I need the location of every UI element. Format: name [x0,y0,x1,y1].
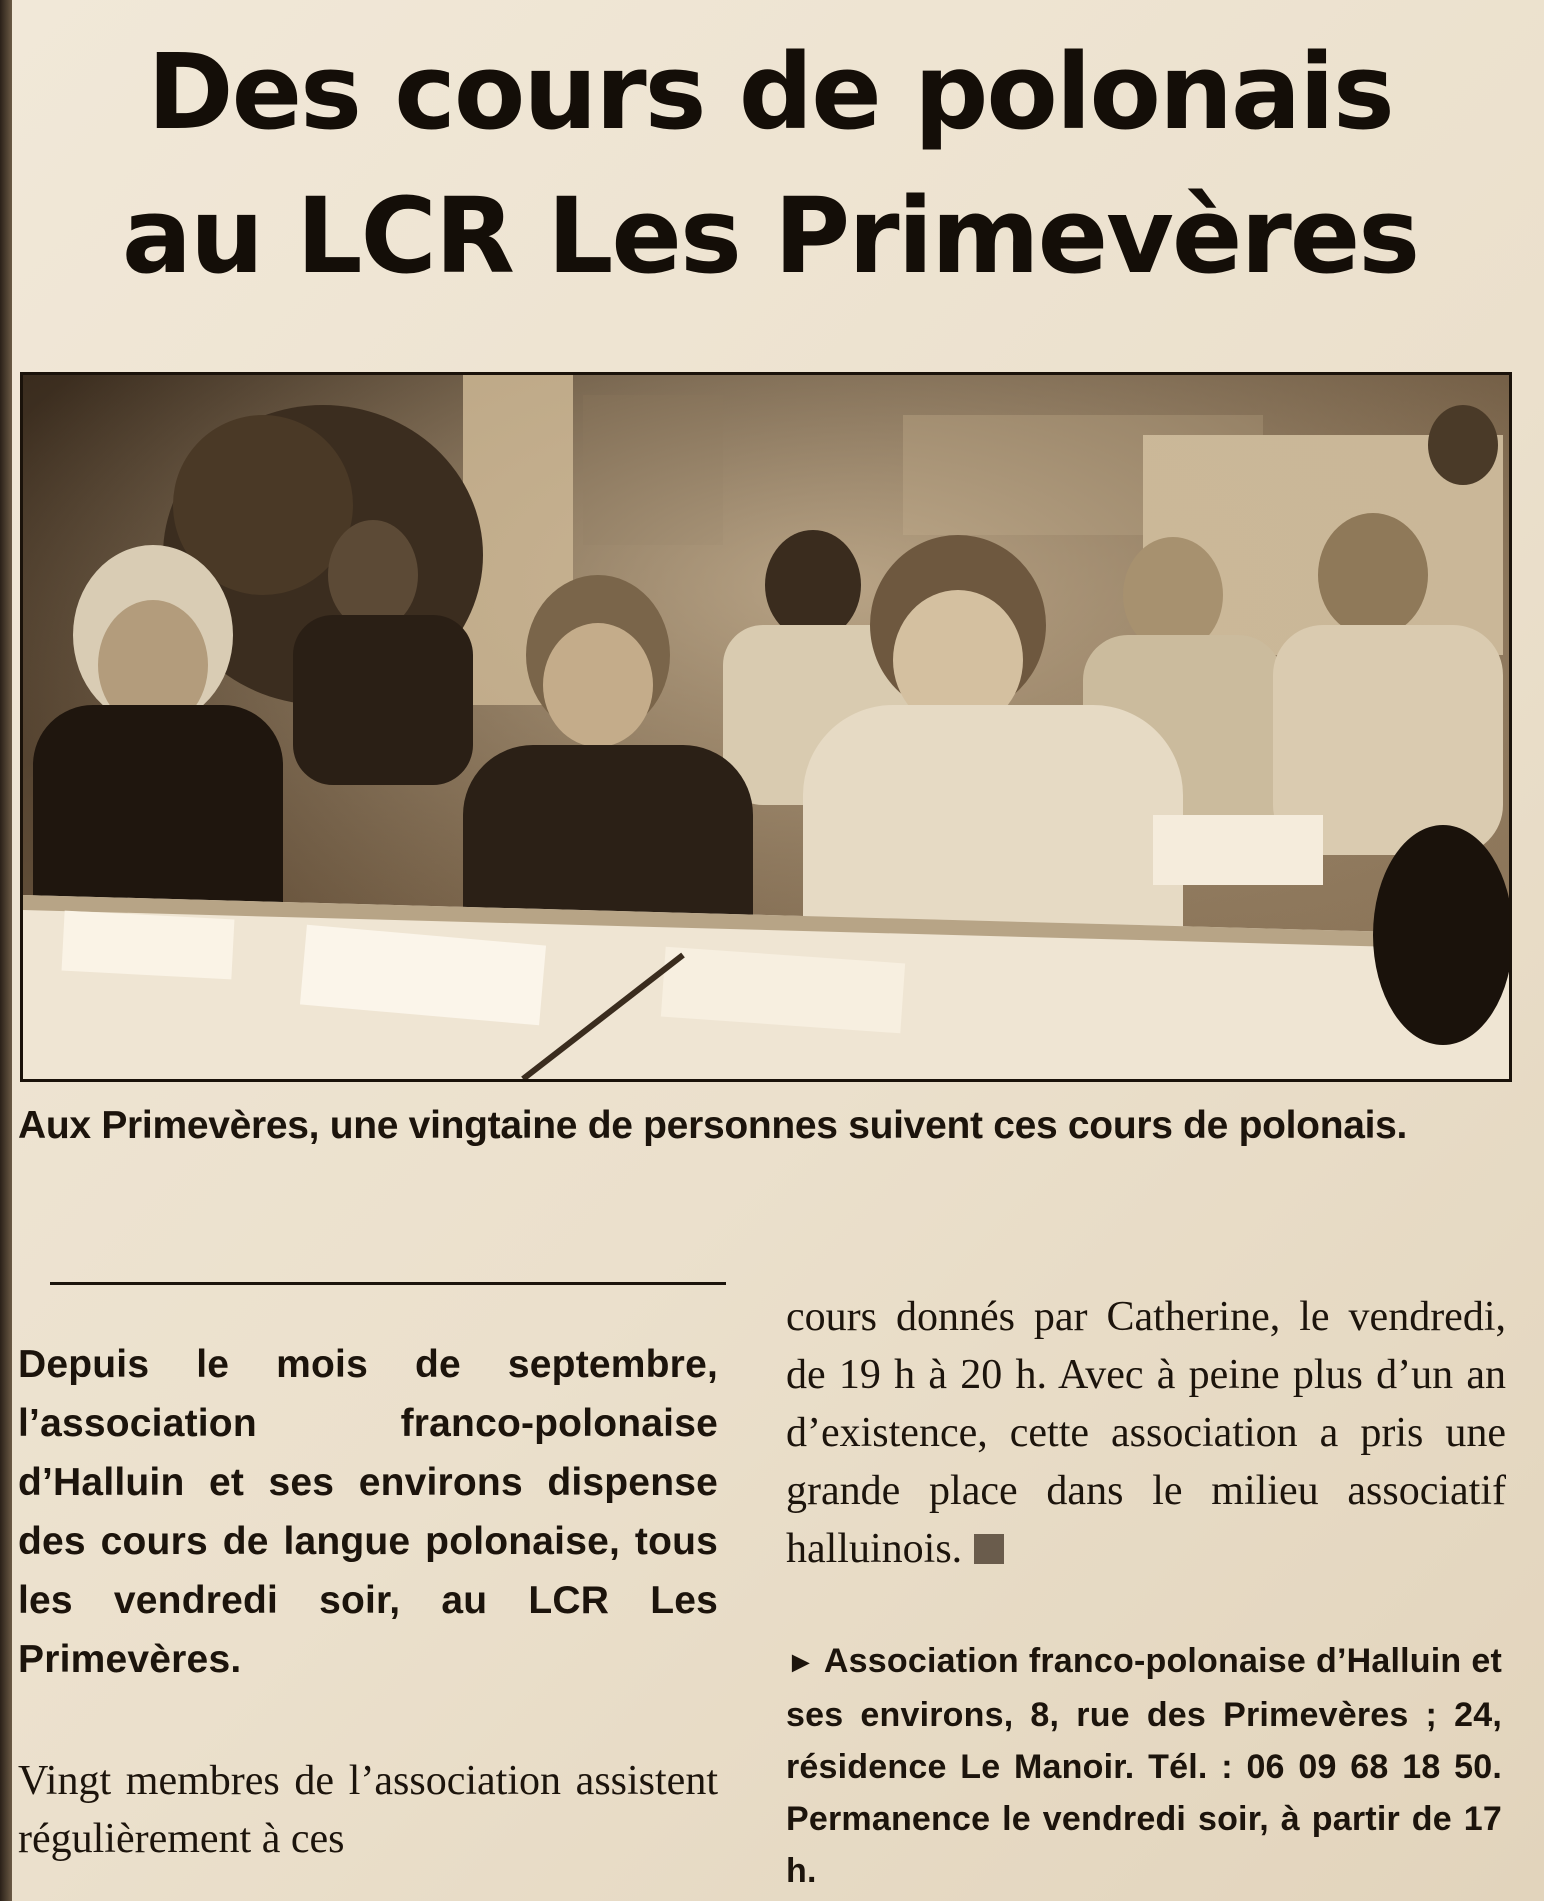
article-body-right [786,1288,1506,1578]
column-rule [50,1282,726,1285]
article-photo [20,372,1512,1082]
page-edge-shadow [0,0,12,1901]
association-info-text: Association franco-polonaise d’Halluin et ses environs, 8, rue des Primevères ; 24, résidence Le Manoir. Tél. : 06 09 68 18 50. Permanence le vendredi soir, à partir de 17 h. [786,1642,1502,1890]
photo-caption: Aux Primevères, une vingtaine de personnes suivent ces cours de polonais. [18,1104,1408,1147]
classroom-photo-illustration [23,375,1509,1079]
headline-line-1: Des cours de polonais [147,31,1393,153]
article-lead: Depuis le mois de septembre, l’association franco-polonaise d’Halluin et ses environs dispense des cours de langue polonaise, tous les vendredi soir, au LCR Les Primevères. [18,1343,718,1681]
square-end-mark-icon [974,1534,1004,1564]
headline-line-2: au LCR Les Primevères [121,175,1419,297]
article-body-left: Vingt membres de l’association assistent régulièrement à ces [18,1758,718,1862]
triangle-right-icon: ► [786,1646,816,1679]
association-info [786,1635,1502,1897]
article-body-right-text: cours donnés par Catherine, le vendredi, de 19 h à 20 h. Avec à peine plus d’un an d’existence, cette association a pris une grande place dans le milieu associatif halluinois. [786,1294,1506,1572]
